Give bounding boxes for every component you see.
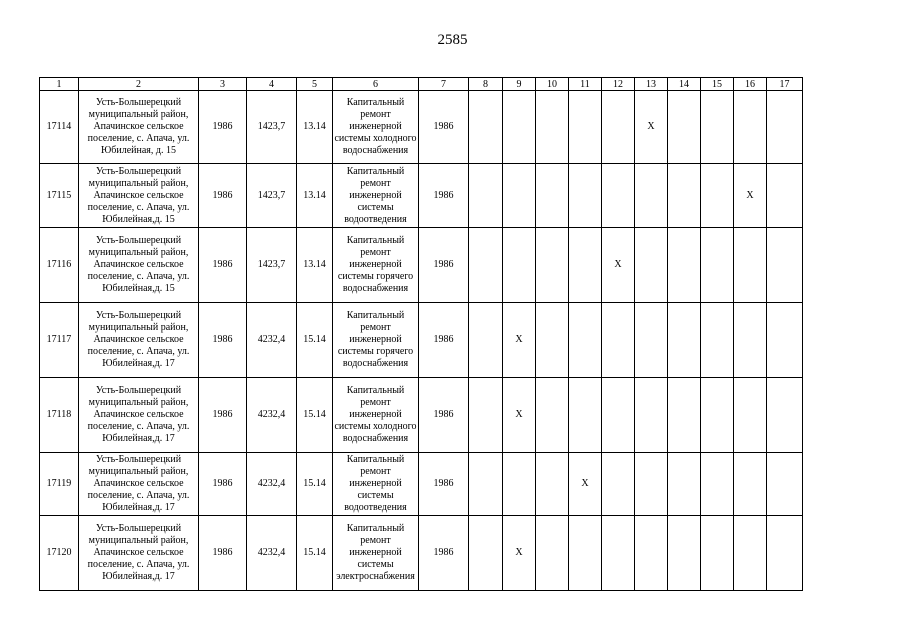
- mark-cell: Х: [503, 516, 536, 591]
- column-number-1: 1: [40, 78, 79, 91]
- table-cell: [701, 453, 734, 516]
- table-cell: [701, 91, 734, 164]
- table-cell: [767, 378, 803, 453]
- table-cell: 15.14: [297, 378, 333, 453]
- table-cell: Усть-Большерецкий муниципальный район, Апачинское сельское поселение, с. Апача, ул. Юбилейная,д. 15: [79, 164, 199, 228]
- table-row: [40, 228, 803, 303]
- table-cell: 4232,4: [247, 453, 297, 516]
- table-cell: [668, 303, 701, 378]
- table-cell: [503, 453, 536, 516]
- table-cell: 1986: [419, 378, 469, 453]
- table-cell: [536, 378, 569, 453]
- table-row: [40, 303, 803, 378]
- mark-cell: Х: [635, 91, 668, 164]
- table-cell: [734, 91, 767, 164]
- table-cell: [635, 453, 668, 516]
- table-cell: [469, 228, 503, 303]
- table-cell: 1986: [419, 453, 469, 516]
- table-cell: [668, 516, 701, 591]
- table-cell: [503, 91, 536, 164]
- table-cell: [602, 91, 635, 164]
- table-cell: [734, 516, 767, 591]
- column-number-4: 4: [247, 78, 297, 91]
- mark-cell: Х: [569, 453, 602, 516]
- table-cell: [734, 453, 767, 516]
- table-cell: Усть-Большерецкий муниципальный район, Апачинское сельское поселение, с. Апача, ул. Юбилейная,д. 17: [79, 378, 199, 453]
- table-cell: [734, 303, 767, 378]
- table-cell: 1986: [419, 91, 469, 164]
- page-number: 2585: [437, 32, 468, 48]
- row-number-cell: 17114: [40, 91, 79, 164]
- table-cell: [767, 516, 803, 591]
- mark-cell: Х: [503, 303, 536, 378]
- row-number-cell: 17116: [40, 228, 79, 303]
- table-cell: [536, 91, 569, 164]
- table-cell: 1986: [199, 303, 247, 378]
- table-cell: [635, 228, 668, 303]
- table-row: [40, 164, 803, 228]
- table-cell: [536, 303, 569, 378]
- table-cell: [536, 516, 569, 591]
- column-number-14: 14: [668, 78, 701, 91]
- table-cell: 1423,7: [247, 228, 297, 303]
- column-number-17: 17: [767, 78, 803, 91]
- column-number-row: [40, 78, 803, 91]
- table-cell: [503, 228, 536, 303]
- table-cell: Капитальный ремонт инженерной системы водоотведения: [333, 164, 419, 228]
- table-cell: [469, 378, 503, 453]
- row-number-cell: 17118: [40, 378, 79, 453]
- table-cell: 1986: [419, 303, 469, 378]
- table-cell: [569, 303, 602, 378]
- table-cell: Усть-Большерецкий муниципальный район, Апачинское сельское поселение, с. Апача, ул. Юбилейная, д. 15: [79, 91, 199, 164]
- row-number-cell: 17120: [40, 516, 79, 591]
- table-cell: 1986: [199, 378, 247, 453]
- column-number-10: 10: [536, 78, 569, 91]
- table-cell: [602, 453, 635, 516]
- table-cell: [635, 303, 668, 378]
- table-cell: Усть-Большерецкий муниципальный район, Апачинское сельское поселение, с. Апача, ул. Юбилейная,д. 15: [79, 228, 199, 303]
- table-cell: [469, 516, 503, 591]
- table-cell: 1986: [199, 516, 247, 591]
- table-cell: [668, 91, 701, 164]
- table-cell: Капитальный ремонт инженерной системы водоотведения: [333, 453, 419, 516]
- table-cell: [469, 303, 503, 378]
- column-number-6: 6: [333, 78, 419, 91]
- table-cell: 4232,4: [247, 303, 297, 378]
- table-cell: [469, 91, 503, 164]
- table-cell: 13.14: [297, 91, 333, 164]
- table-cell: 1986: [419, 516, 469, 591]
- table-cell: [701, 228, 734, 303]
- table-cell: [635, 378, 668, 453]
- table-cell: 4232,4: [247, 516, 297, 591]
- table-cell: [767, 453, 803, 516]
- table-cell: 15.14: [297, 516, 333, 591]
- table-cell: [469, 453, 503, 516]
- column-number-5: 5: [297, 78, 333, 91]
- table-cell: [536, 228, 569, 303]
- table-cell: [767, 228, 803, 303]
- table-cell: Усть-Большерецкий муниципальный район, Апачинское сельское поселение, с. Апача, ул. Юбилейная,д. 17: [79, 303, 199, 378]
- table-cell: 1986: [199, 228, 247, 303]
- table-row: [40, 91, 803, 164]
- table-cell: Капитальный ремонт инженерной системы горячего водоснабжения: [333, 303, 419, 378]
- table-cell: [602, 303, 635, 378]
- table-cell: [767, 303, 803, 378]
- table-cell: [701, 378, 734, 453]
- table-cell: Капитальный ремонт инженерной системы холодного водоснабжения: [333, 378, 419, 453]
- table-cell: [668, 378, 701, 453]
- table-cell: 1423,7: [247, 164, 297, 228]
- column-number-13: 13: [635, 78, 668, 91]
- column-number-2: 2: [79, 78, 199, 91]
- table-cell: [734, 378, 767, 453]
- table-cell: [602, 378, 635, 453]
- table-cell: [767, 91, 803, 164]
- table-cell: 1986: [199, 453, 247, 516]
- column-number-16: 16: [734, 78, 767, 91]
- table-cell: Капитальный ремонт инженерной системы электроснабжения: [333, 516, 419, 591]
- table-cell: [569, 91, 602, 164]
- table-cell: [701, 164, 734, 228]
- table-cell: [668, 453, 701, 516]
- table-cell: [734, 228, 767, 303]
- table-cell: [503, 164, 536, 228]
- column-number-3: 3: [199, 78, 247, 91]
- table-cell: 1986: [419, 228, 469, 303]
- table-row: [40, 378, 803, 453]
- column-number-15: 15: [701, 78, 734, 91]
- table-cell: [767, 164, 803, 228]
- row-number-cell: 17119: [40, 453, 79, 516]
- column-number-11: 11: [569, 78, 602, 91]
- table-cell: [602, 516, 635, 591]
- table-cell: [668, 228, 701, 303]
- table-row: [40, 453, 803, 516]
- mark-cell: Х: [602, 228, 635, 303]
- table-cell: 1986: [199, 91, 247, 164]
- mark-cell: Х: [734, 164, 767, 228]
- table-cell: [569, 164, 602, 228]
- row-number-cell: 17115: [40, 164, 79, 228]
- mark-cell: Х: [503, 378, 536, 453]
- table-cell: [635, 516, 668, 591]
- table-cell: 1423,7: [247, 91, 297, 164]
- table-cell: [668, 164, 701, 228]
- row-number-cell: 17117: [40, 303, 79, 378]
- column-number-7: 7: [419, 78, 469, 91]
- table-cell: [569, 516, 602, 591]
- table-cell: [701, 516, 734, 591]
- table-cell: [569, 228, 602, 303]
- table-cell: [536, 164, 569, 228]
- register-table: [39, 77, 803, 591]
- table-cell: Усть-Большерецкий муниципальный район, Апачинское сельское поселение, с. Апача, ул. Юбилейная,д. 17: [79, 516, 199, 591]
- table-cell: 13.14: [297, 164, 333, 228]
- table-cell: [569, 378, 602, 453]
- table-cell: [536, 453, 569, 516]
- table-cell: 15.14: [297, 453, 333, 516]
- table-cell: Капитальный ремонт инженерной системы холодного водоснабжения: [333, 91, 419, 164]
- table-cell: 1986: [199, 164, 247, 228]
- table-cell: 15.14: [297, 303, 333, 378]
- table-cell: [602, 164, 635, 228]
- column-number-12: 12: [602, 78, 635, 91]
- table-cell: [635, 164, 668, 228]
- table-cell: [701, 303, 734, 378]
- table-cell: [469, 164, 503, 228]
- column-number-9: 9: [503, 78, 536, 91]
- table-row: [40, 516, 803, 591]
- table-cell: Капитальный ремонт инженерной системы горячего водоснабжения: [333, 228, 419, 303]
- table-cell: Усть-Большерецкий муниципальный район, Апачинское сельское поселение, с. Апача, ул. Юбилейная,д. 17: [79, 453, 199, 516]
- table-cell: 1986: [419, 164, 469, 228]
- table-cell: 13.14: [297, 228, 333, 303]
- table-cell: 4232,4: [247, 378, 297, 453]
- column-number-8: 8: [469, 78, 503, 91]
